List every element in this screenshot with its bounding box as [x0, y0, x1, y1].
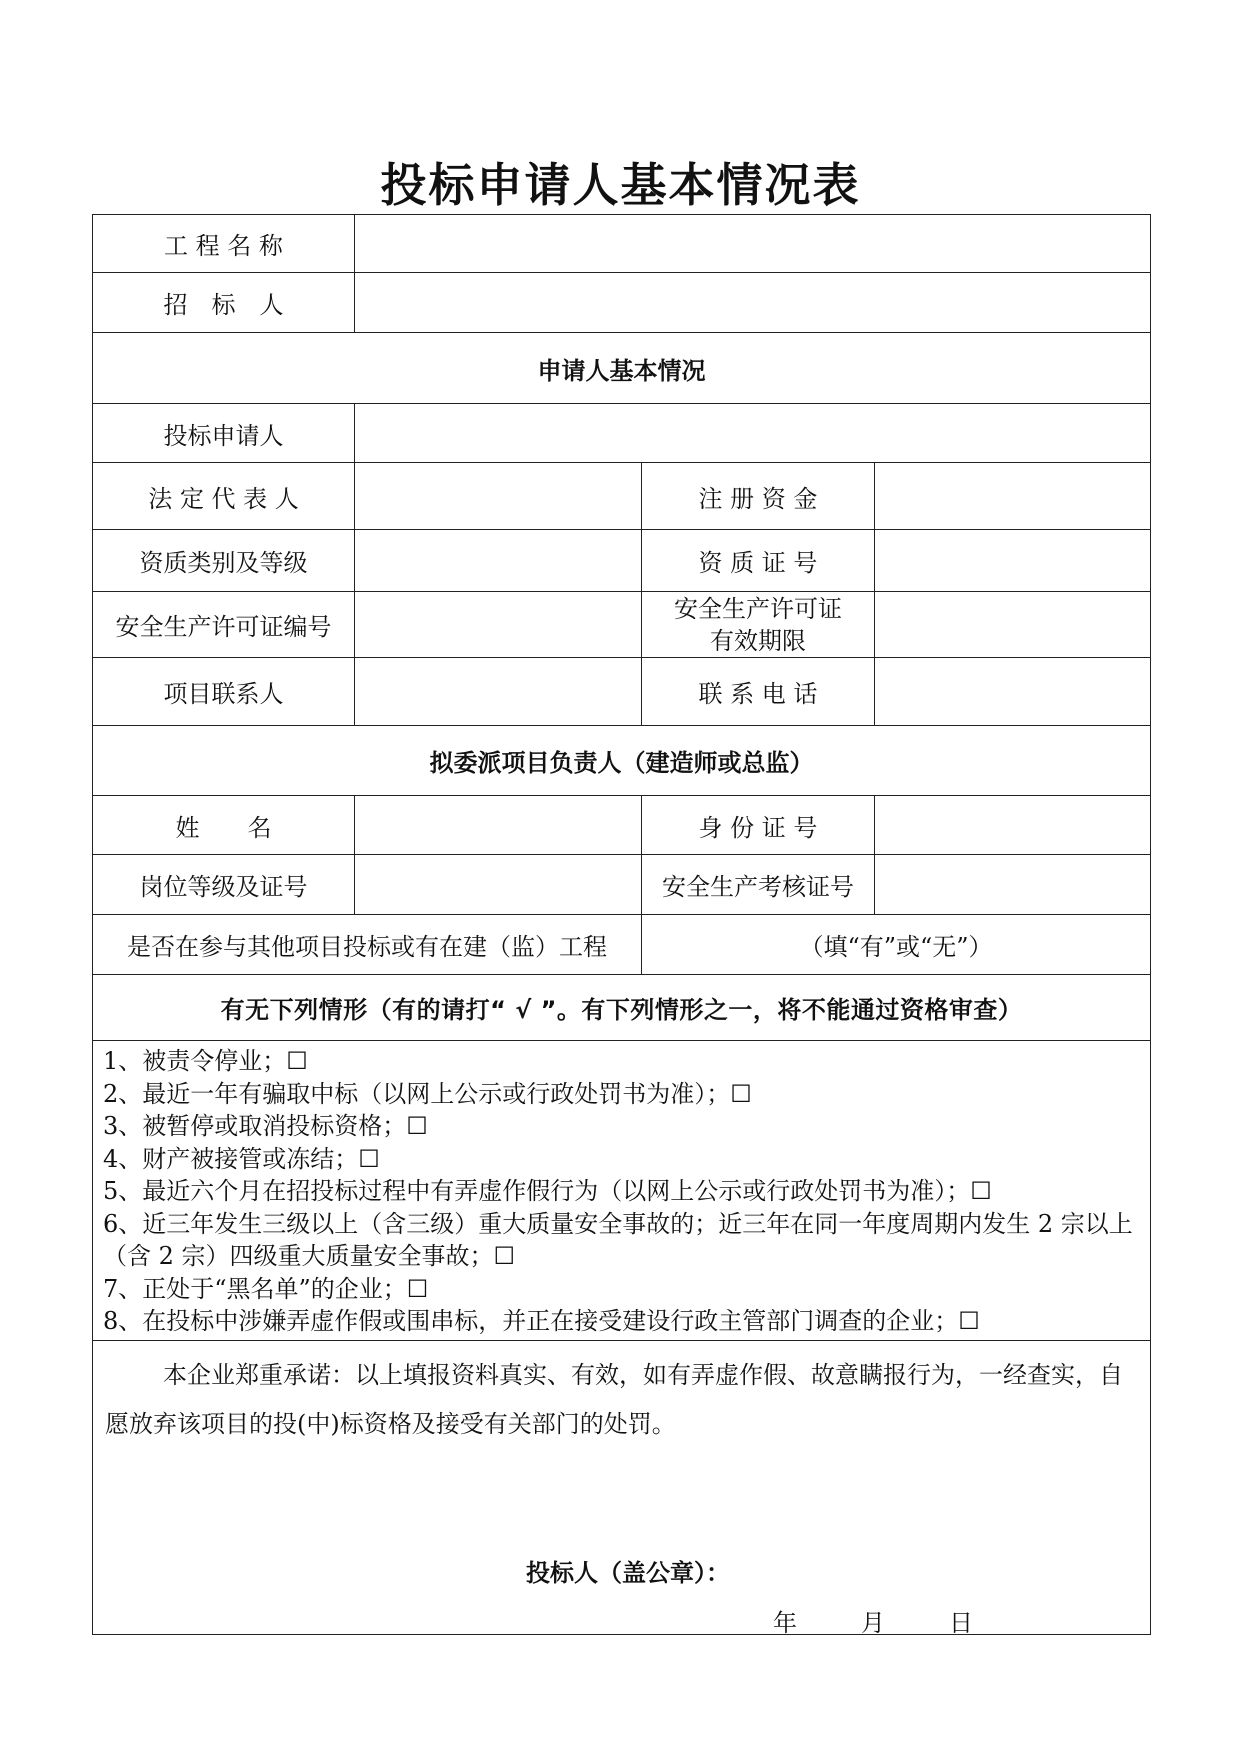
label-position-cert: 岗位等级及证号 — [93, 855, 355, 915]
section-conditions-heading: 有无下列情形（有的请打“ √ ”。有下列情形之一，将不能通过资格审查） — [93, 975, 1151, 1041]
condition-item[interactable]: 8、在投标中涉嫌弄虚作假或围串标，并正在接受建设行政主管部门调查的企业；☐ — [103, 1307, 980, 1335]
field-safety-exam[interactable] — [875, 855, 1151, 915]
label-qual-cert: 资 质 证 号 — [642, 530, 875, 592]
field-legal-rep[interactable] — [355, 463, 642, 530]
label-tenderer: 招 标 人 — [93, 273, 355, 333]
label-safety-license-valid-line2: 有效期限 — [710, 626, 806, 655]
field-other-projects[interactable]: （填“有”或“无”） — [642, 915, 1151, 975]
condition-item[interactable]: 3、被暂停或取消投标资格；☐ — [103, 1112, 428, 1140]
pledge-text: 本企业郑重承诺：以上填报资料真实、有效，如有弄虚作假、故意瞒报行为，一经查实，自愿放弃该项目的投(中)标资格及接受有关部门的处罚。 — [105, 1360, 1123, 1438]
field-manager-name[interactable] — [355, 796, 642, 855]
date-month: 月 — [861, 1608, 885, 1637]
field-safety-license-valid[interactable] — [875, 592, 1151, 658]
date-day: 日 — [949, 1608, 973, 1637]
field-safety-license-no[interactable] — [355, 592, 642, 658]
field-bidder[interactable] — [355, 404, 1151, 463]
section-manager-heading: 拟委派项目负责人（建造师或总监） — [93, 726, 1151, 796]
form-title: 投标申请人基本情况表 — [380, 158, 861, 212]
conditions-list — [93, 1041, 1151, 1341]
label-safety-license-no: 安全生产许可证编号 — [93, 592, 355, 658]
date-year: 年 — [773, 1608, 797, 1637]
condition-item[interactable]: 2、最近一年有骗取中标（以网上公示或行政处罚书为准）；☐ — [103, 1079, 752, 1108]
label-reg-capital: 注 册 资 金 — [642, 463, 875, 530]
label-safety-license-valid-line1: 安全生产许可证 — [674, 594, 842, 623]
label-safety-exam: 安全生产考核证号 — [642, 855, 875, 915]
signature-date — [773, 1603, 1037, 1638]
field-project-name[interactable] — [355, 215, 1151, 273]
label-project-name: 工 程 名 称 — [93, 215, 355, 273]
section-applicant-heading: 申请人基本情况 — [93, 333, 1151, 404]
label-other-projects: 是否在参与其他项目投标或有在建（监）工程 — [93, 915, 642, 975]
condition-item[interactable]: 6、近三年发生三级以上（含三级）重大质量安全事故的；近三年在同一年度周期内发生 2 宗以上（含 2 宗）四级重大质量安全事故；☐ — [103, 1209, 1133, 1270]
condition-item[interactable]: 7、正处于“黑名单”的企业；☐ — [103, 1274, 429, 1303]
label-qual-type: 资质类别及等级 — [93, 530, 355, 592]
field-phone[interactable] — [875, 658, 1151, 726]
pledge-cell — [93, 1340, 1151, 1637]
field-tenderer[interactable] — [355, 273, 1151, 333]
label-safety-license-valid — [642, 592, 875, 658]
signature-label: 投标人（盖公章）： — [526, 1558, 730, 1587]
condition-item[interactable]: 5、最近六个月在招投标过程中有弄虚作假行为（以网上公示或行政处罚书为准）；☐ — [103, 1177, 992, 1205]
field-qual-cert[interactable] — [875, 530, 1151, 592]
label-manager-name: 姓 名 — [93, 796, 355, 855]
bidder-info-table — [92, 214, 1151, 1635]
field-contact[interactable] — [355, 658, 642, 726]
field-qual-type[interactable] — [355, 530, 642, 592]
field-id-no[interactable] — [875, 796, 1151, 855]
condition-item[interactable]: 4、财产被接管或冻结；☐ — [103, 1144, 380, 1173]
label-phone: 联 系 电 话 — [642, 658, 875, 726]
label-id-no: 身 份 证 号 — [642, 796, 875, 855]
label-bidder: 投标申请人 — [93, 404, 355, 463]
label-legal-rep: 法 定 代 表 人 — [93, 463, 355, 530]
condition-item[interactable]: 1、被责令停业；☐ — [103, 1047, 308, 1075]
field-reg-capital[interactable] — [875, 463, 1151, 530]
label-contact: 项目联系人 — [93, 658, 355, 726]
field-position-cert[interactable] — [355, 855, 642, 915]
